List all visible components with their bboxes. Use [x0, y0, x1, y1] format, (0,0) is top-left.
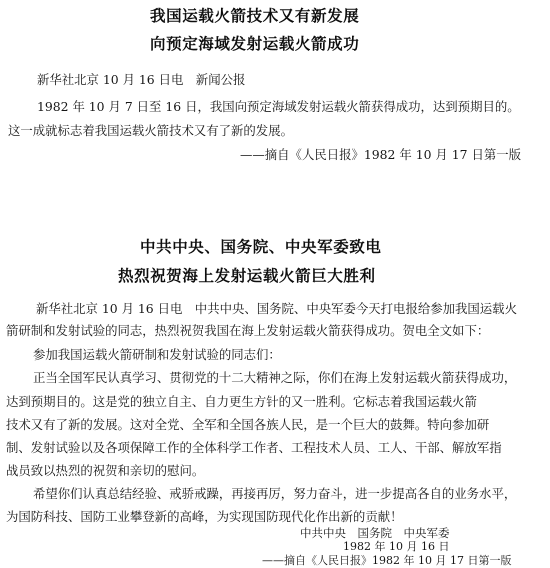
article-2-body-line: 战员致以热烈的祝贺和亲切的慰问。: [6, 463, 205, 478]
article-2-body-line: 为国防科技、国防工业攀登新的高峰，为实现国防现代化作出新的贡献！: [6, 509, 403, 524]
article-2-body-line: 参加我国运载火箭研制和发射试验的同志们：: [33, 347, 281, 362]
article-2-body-line: 箭研制和发射试验的同志，热烈祝贺我国在海上发射运载火箭获得成功。贺电全文如下：: [6, 323, 490, 338]
article-1-source: ——摘自《人民日报》1982 年 10 月 17 日第一版: [240, 147, 522, 162]
article-1-dateline: 新华社北京 10 月 16 日电 新闻公报: [37, 72, 246, 87]
article-2-headline: 中共中央、国务院、中央军委致电: [140, 238, 382, 256]
article-2-body-line: 新华社北京 10 月 16 日电 中共中央、国务院、中央军委今天打电报给参加我国运载火: [36, 301, 517, 316]
article-1-subheadline: 向预定海域发射运载火箭成功: [150, 35, 360, 53]
article-2-source: ——摘自《人民日报》1982 年 10 月 17 日第一版: [262, 554, 512, 567]
article-2-signatories: 中共中央 国务院 中央军委: [300, 526, 450, 540]
article-2-body-line: 技术又有了新的发展。这对全党、全军和全国各族人民，是一个巨大的鼓舞。特向参加研: [6, 417, 490, 432]
article-2-body-line: 制、发射试验以及各项保障工作的全体科学工作者、工程技术人员、工人、干部、解放军指: [6, 440, 502, 455]
article-1-headline: 我国运载火箭技术又有新发展: [150, 7, 360, 25]
article-2-body-line: 达到预期目的。这是党的独立自主、自力更生方针的又一胜利。它标志着我国运载火箭: [6, 394, 477, 409]
article-1-paragraph-line: 这一成就标志着我国运载火箭技术又有了新的发展。: [8, 123, 293, 138]
article-2-subheadline: 热烈祝贺海上发射运载火箭巨大胜利: [118, 267, 376, 285]
article-1-paragraph-line: 1982 年 10 月 7 日至 16 日，我国向预定海域发射运载火箭获得成功，达到预期目的。: [37, 99, 520, 114]
article-2-date: 1982 年 10 月 16 日: [343, 540, 450, 553]
article-2-body-line: 正当全国军民认真学习、贯彻党的十二大精神之际，你们在海上发射运载火箭获得成功，: [33, 370, 517, 385]
article-2-body-line: 希望你们认真总结经验、戒骄戒躁，再接再厉，努力奋斗，进一步提高各自的业务水平，: [33, 486, 517, 501]
